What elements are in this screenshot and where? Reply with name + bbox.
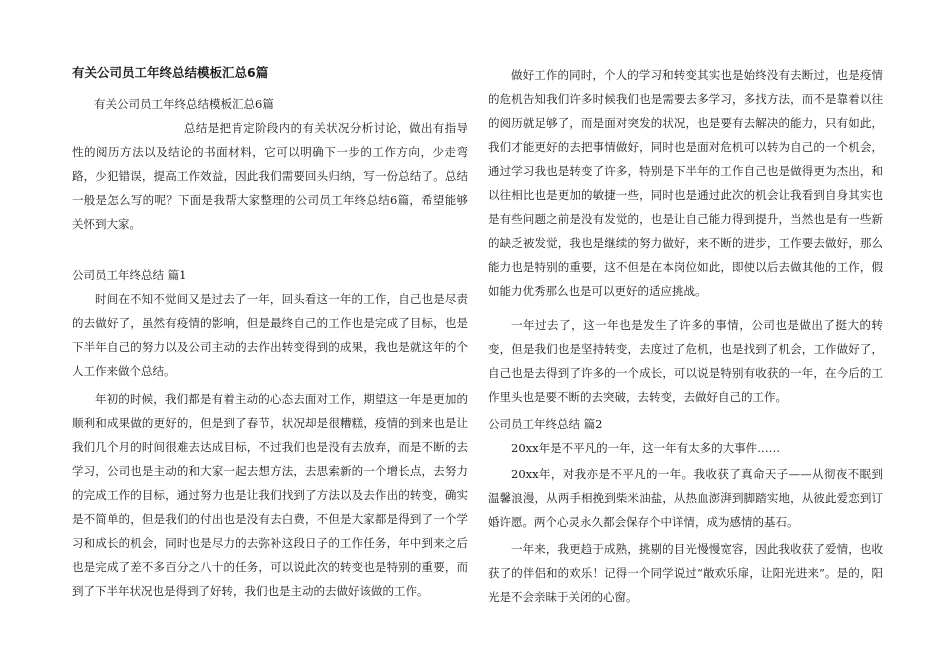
section1-paragraph-2: 年初的时候，我们都是有着主动的心态去面对工作，期望这一年是更加的顺利和成果做的更好的，但是到了春节，状况却是很糟糕，疫情的到来也是让我们几个月的时间很难去达成目标，不过我们也是没有去放弃，而是不断的去学习，公司也是主动的和大家一起去想方法，去思索新的一个增长点，去努力的完成工作的目标，通过努力也是让我们找到了方法以及去作出的转变，确实是不简单的，但是我们的付出也是没有去白费，不但是大家都是得到了一个学习和成长的机会，同时也是尽力的去弥补这段日子的工作任务，年中到来之后也是完成了差不多百分之八十的任务，可以说此次的转变也是特别的重要，而到了下半年状况也是得到了好转，我们也是主动的去做好该做的工作。 bbox=[72, 392, 468, 598]
section-heading-2: 公司员工年终总结 篇2 bbox=[488, 417, 603, 431]
intro-paragraph: 总结是把肯定阶段内的有关状况分析讨论，做出有指导性的阅历方法以及结论的书面材料，它可以明确下一步的工作方向，少走弯路，少犯错误，提高工作效益，因此我们需要回头归纳，写一份总结了。总结一般是怎么写的呢？下面是我帮大家整理的公司员工年终总结6篇，希望能够关怀到大家。 bbox=[72, 121, 468, 231]
document-subtitle: 有关公司员工年终总结模板汇总6篇 bbox=[94, 97, 274, 111]
section2-paragraph-1: 20xx年是不平凡的一年，这一年有太多的大事件…… bbox=[511, 441, 781, 455]
section-heading-1: 公司员工年终总结 篇1 bbox=[72, 268, 187, 282]
document-title: 有关公司员工年终总结模板汇总6篇 bbox=[72, 65, 269, 80]
section1-paragraph-3: 做好工作的同时，个人的学习和转变其实也是始终没有去断过，也是疫情的危机告知我们许多时候我们也是需要去多学习，多找方法，而不是靠着以往的阅历就足够了，而是面对突发的状况，也是要有去解决的能力，只有如此，我们才能更好的去把事情做好，同时也是面对危机可以转为自己的一个机会，通过学习我也是转变了许多，特别是下半年的工作自己也是做得更为杰出，和以往相比也是更加的敏捷一些，同时也是通过此次的机会让我看到自身其实也是有些问题之前是没有发觉的，也是让自己能力得到提升，当然也是有一些新的缺乏被发觉，我也是继续的努力做好，来不断的进步，工作要去做好，那么能力也是特别的重要，这不但是在本岗位如此，即使以后去做其他的工作，假如能力优秀那么也是可以更好的适应挑战。 bbox=[488, 68, 883, 298]
section1-paragraph-4: 一年过去了，这一年也是发生了许多的事情，公司也是做出了挺大的转变，但是我们也是坚持转变，去度过了危机，也是找到了机会，工作做好了，自己也是去得到了许多的一个成长，可以说是特别有收获的一年，在今后的工作里头也是要不断的去突破，去转变，去做好自己的工作。 bbox=[488, 318, 883, 404]
section1-paragraph-1: 时间在不知不觉间又是过去了一年，回头看这一年的工作，自己也是尽责的去做好了，虽然有疫情的影响，但是最终自己的工作也是完成了目标，也是下半年自己的努力以及公司主动的去作出转变得到的成果，我也是就这年的个人工作来做个总结。 bbox=[72, 292, 468, 378]
section2-paragraph-2: 20xx年，对我亦是不平凡的一年。我收获了真命天子——从彻夜不眠到温馨浪漫，从两手相挽到柴米油盐，从热血澎湃到脚踏实地，从彼此爱恋到订婚许愿。两个心灵永久都会保存个中详情，成为感情的基石。 bbox=[488, 467, 883, 529]
section2-paragraph-3: 一年来，我更趋于成熟，挑剔的目光慢慢宽容，因此我收获了爱情，也收获了的伴侣和的欢乐！记得一个同学说过“敞欢乐扉，让阳光进来”。是的，阳光是不会亲昧于关闭的心窗。 bbox=[488, 542, 883, 604]
